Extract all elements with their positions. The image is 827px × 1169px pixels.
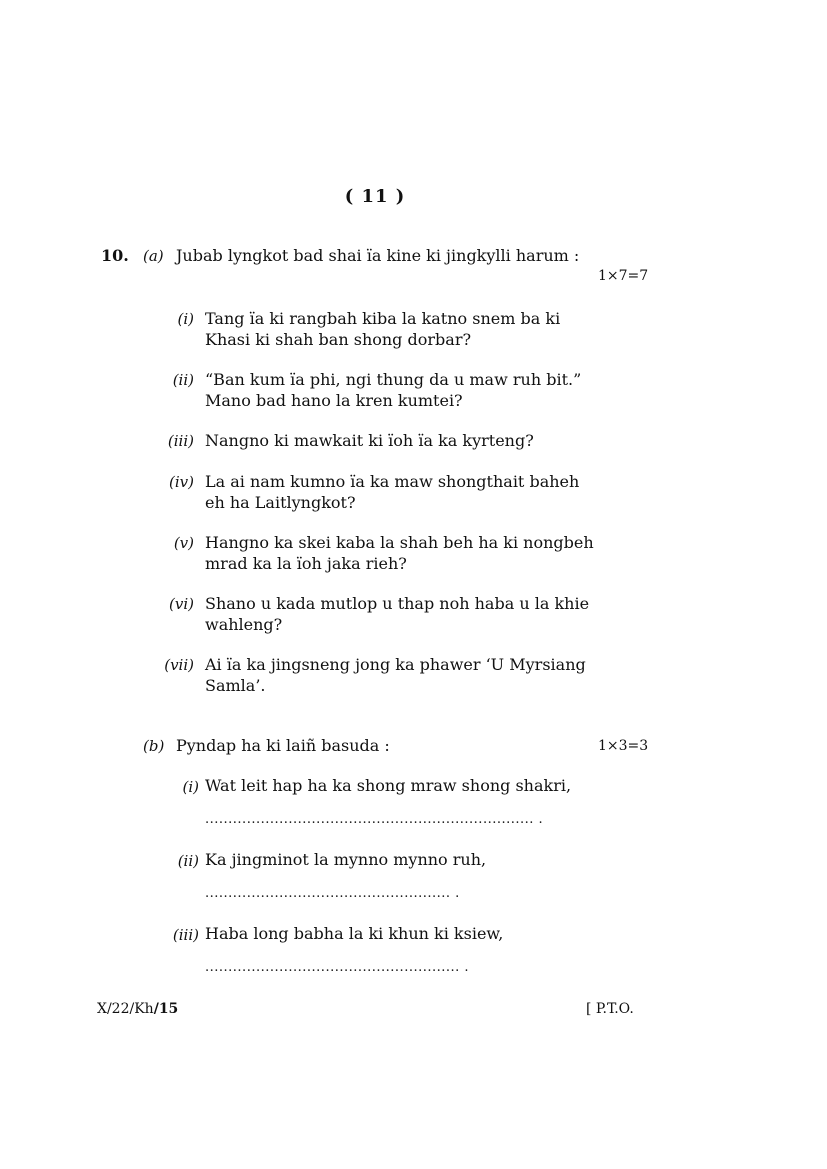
paper-code-suffix: /15 [153, 1001, 179, 1017]
question-number: 10. [101, 246, 129, 265]
list-item [205, 430, 615, 451]
item-line: Hangno ka skei kaba la shah beh ha ki nongbeh [205, 533, 594, 552]
item-line: Tang ïa ki rangbah kiba la katno snem ba ki [205, 309, 561, 328]
item-line: Shano u kada mutlop u thap noh haba u la khie [205, 594, 590, 613]
verse-line: Wat leit hap ha ka shong mraw shong shakri, [205, 776, 572, 795]
item-number: (iii) [167, 432, 194, 450]
list-item [205, 369, 615, 411]
item-line: Samla’. [205, 676, 266, 695]
item-line: “Ban kum ïa phi, ngi thung da u maw ruh bit.” [205, 370, 582, 389]
part-b-label: (b) [143, 737, 165, 755]
item-line: mrad ka la ïoh jaka rieh? [205, 554, 407, 573]
list-item [205, 308, 615, 350]
paper-code-prefix: X/22/Kh [97, 1001, 154, 1017]
part-a-marks: 1×7=7 [598, 268, 649, 284]
item-number: (i) [182, 778, 199, 796]
part-b-instruction: Pyndap ha ki laiñ basuda : [176, 736, 390, 755]
item-number: (ii) [172, 371, 194, 389]
item-number: (vi) [169, 595, 194, 613]
page-number: ( 11 ) [344, 186, 406, 207]
list-item [205, 593, 615, 635]
item-number: (iv) [169, 473, 194, 491]
part-a-instruction: Jubab lyngkot bad shai ïa kine ki jingkylli harum : [176, 246, 580, 265]
part-a-label: (a) [143, 247, 164, 265]
fill-in-blank: ..................................................... . [205, 886, 460, 901]
paper-code [97, 1001, 178, 1017]
verse-line: Haba long babha la ki khun ki ksiew, [205, 924, 504, 943]
item-number: (ii) [177, 852, 199, 870]
list-item [205, 471, 615, 513]
item-line: Mano bad hano la kren kumtei? [205, 391, 463, 410]
item-line: Khasi ki shah ban shong dorbar? [205, 330, 472, 349]
pto-marker: [ P.T.O. [586, 1001, 634, 1017]
item-line: Ai ïa ka jingsneng jong ka phawer ‘U Myrsiang [205, 655, 586, 674]
fill-in-blank: ....................................................... . [205, 960, 470, 975]
item-line: La ai nam kumno ïa ka maw shongthait baheh [205, 472, 580, 491]
item-line: Nangno ki mawkait ki ïoh ïa ka kyrteng? [205, 431, 534, 450]
item-number: (iii) [172, 926, 199, 944]
item-line: wahleng? [205, 615, 283, 634]
fill-in-blank: ....................................................................... . [205, 812, 544, 827]
verse-line: Ka jingminot la mynno mynno ruh, [205, 850, 487, 869]
item-line: eh ha Laitlyngkot? [205, 493, 356, 512]
item-number: (vii) [164, 656, 194, 674]
list-item [205, 532, 615, 574]
part-b-marks: 1×3=3 [598, 738, 649, 754]
item-number: (i) [177, 310, 194, 328]
item-number: (v) [173, 534, 194, 552]
list-item [205, 654, 615, 696]
